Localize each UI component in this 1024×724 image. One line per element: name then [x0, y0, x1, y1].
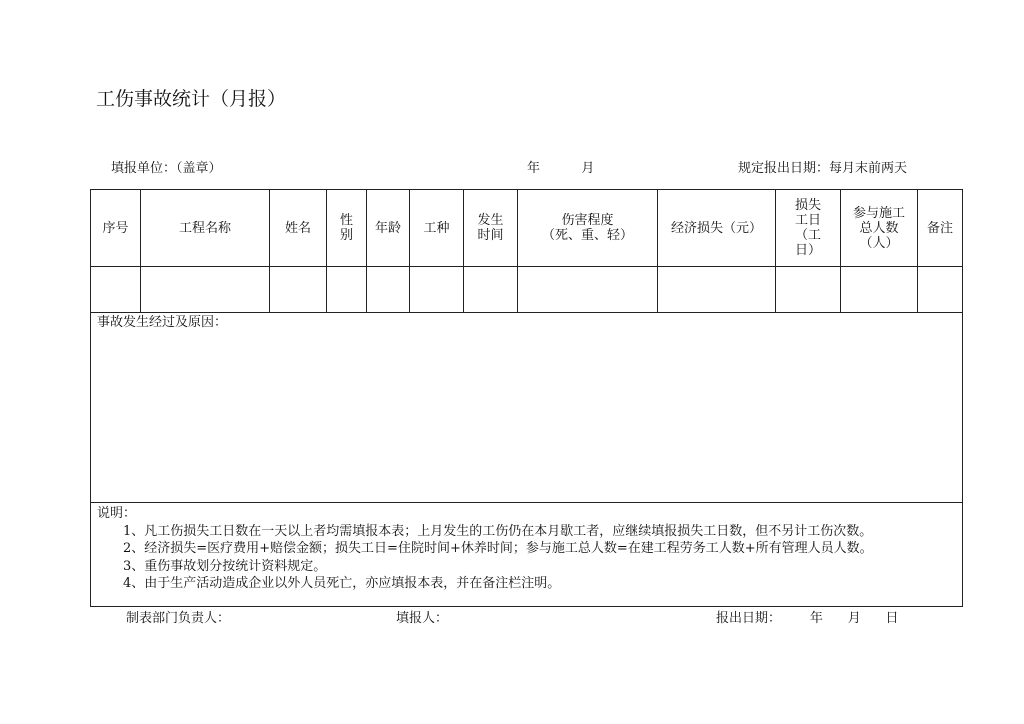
cell-project-name[interactable] [141, 267, 270, 313]
header-lost-workdays: 损失 工日 （工 日） [776, 190, 841, 267]
cell-lost-workdays[interactable] [776, 267, 841, 313]
notes-cell [91, 503, 963, 607]
header-age: 年龄 [367, 190, 410, 267]
cell-serial[interactable] [91, 267, 141, 313]
cause-label: 事故发生经过及原因： [97, 315, 228, 330]
cell-injury-severity[interactable] [518, 267, 658, 313]
header-row [91, 190, 963, 267]
notes-label: 说明： [97, 506, 137, 521]
cell-economic-loss[interactable] [658, 267, 776, 313]
filler-label: 填报人： [396, 611, 449, 626]
cell-total-workers[interactable] [841, 267, 918, 313]
header-economic-loss: 经济损失（元） [658, 190, 776, 267]
report-date-label: 报出日期： 年 月 日 [716, 611, 899, 626]
deadline-label: 规定报出日期：每月末前两天 [738, 161, 908, 176]
note-item-2: 2、经济损失=医疗费用+赔偿金额；损失工日=住院时间+休养时间；参与施工总人数=在建工程劳务工人数+所有管理人员人数。 [123, 541, 873, 556]
reporting-unit-label: 填报单位：（盖章） [111, 161, 222, 176]
data-row [91, 267, 963, 313]
cell-job-type[interactable] [410, 267, 464, 313]
header-project-name: 工程名称 [141, 190, 270, 267]
notes-row [91, 503, 963, 607]
header-serial: 序号 [91, 190, 141, 267]
header-job-type: 工种 [410, 190, 464, 267]
cell-occurrence-time[interactable] [464, 267, 518, 313]
header-gender: 性 别 [327, 190, 367, 267]
cause-row [91, 313, 963, 503]
note-item-3: 3、重伤事故划分按统计资料规定。 [123, 558, 327, 574]
header-injury-severity: 伤害程度 （死、重、轻） [518, 190, 658, 267]
header-occurrence-time: 发生 时间 [464, 190, 518, 267]
note-item-1: 1、凡工伤损失工日数在一天以上者均需填报本表；上月发生的工伤仍在本月歇工者，应继续填报损失工日数，但不另计工伤次数。 [123, 523, 873, 539]
header-name: 姓名 [270, 190, 327, 267]
cell-remarks[interactable] [918, 267, 963, 313]
header-total-workers: 参与施工 总人数 （人） [841, 190, 918, 267]
note-item-4: 4、由于生产活动造成企业以外人员死亡，亦应填报本表，并在备注栏注明。 [123, 576, 561, 591]
cell-name[interactable] [270, 267, 327, 313]
accident-report-table [90, 189, 963, 607]
dept-head-label: 制表部门负责人： [126, 611, 231, 626]
cell-gender[interactable] [327, 267, 367, 313]
cell-age[interactable] [367, 267, 410, 313]
year-month-label: 年 月 [527, 161, 595, 176]
page-title: 工伤事故统计（月报） [96, 88, 287, 110]
cause-cell[interactable] [91, 313, 963, 503]
header-remarks: 备注 [918, 190, 963, 267]
